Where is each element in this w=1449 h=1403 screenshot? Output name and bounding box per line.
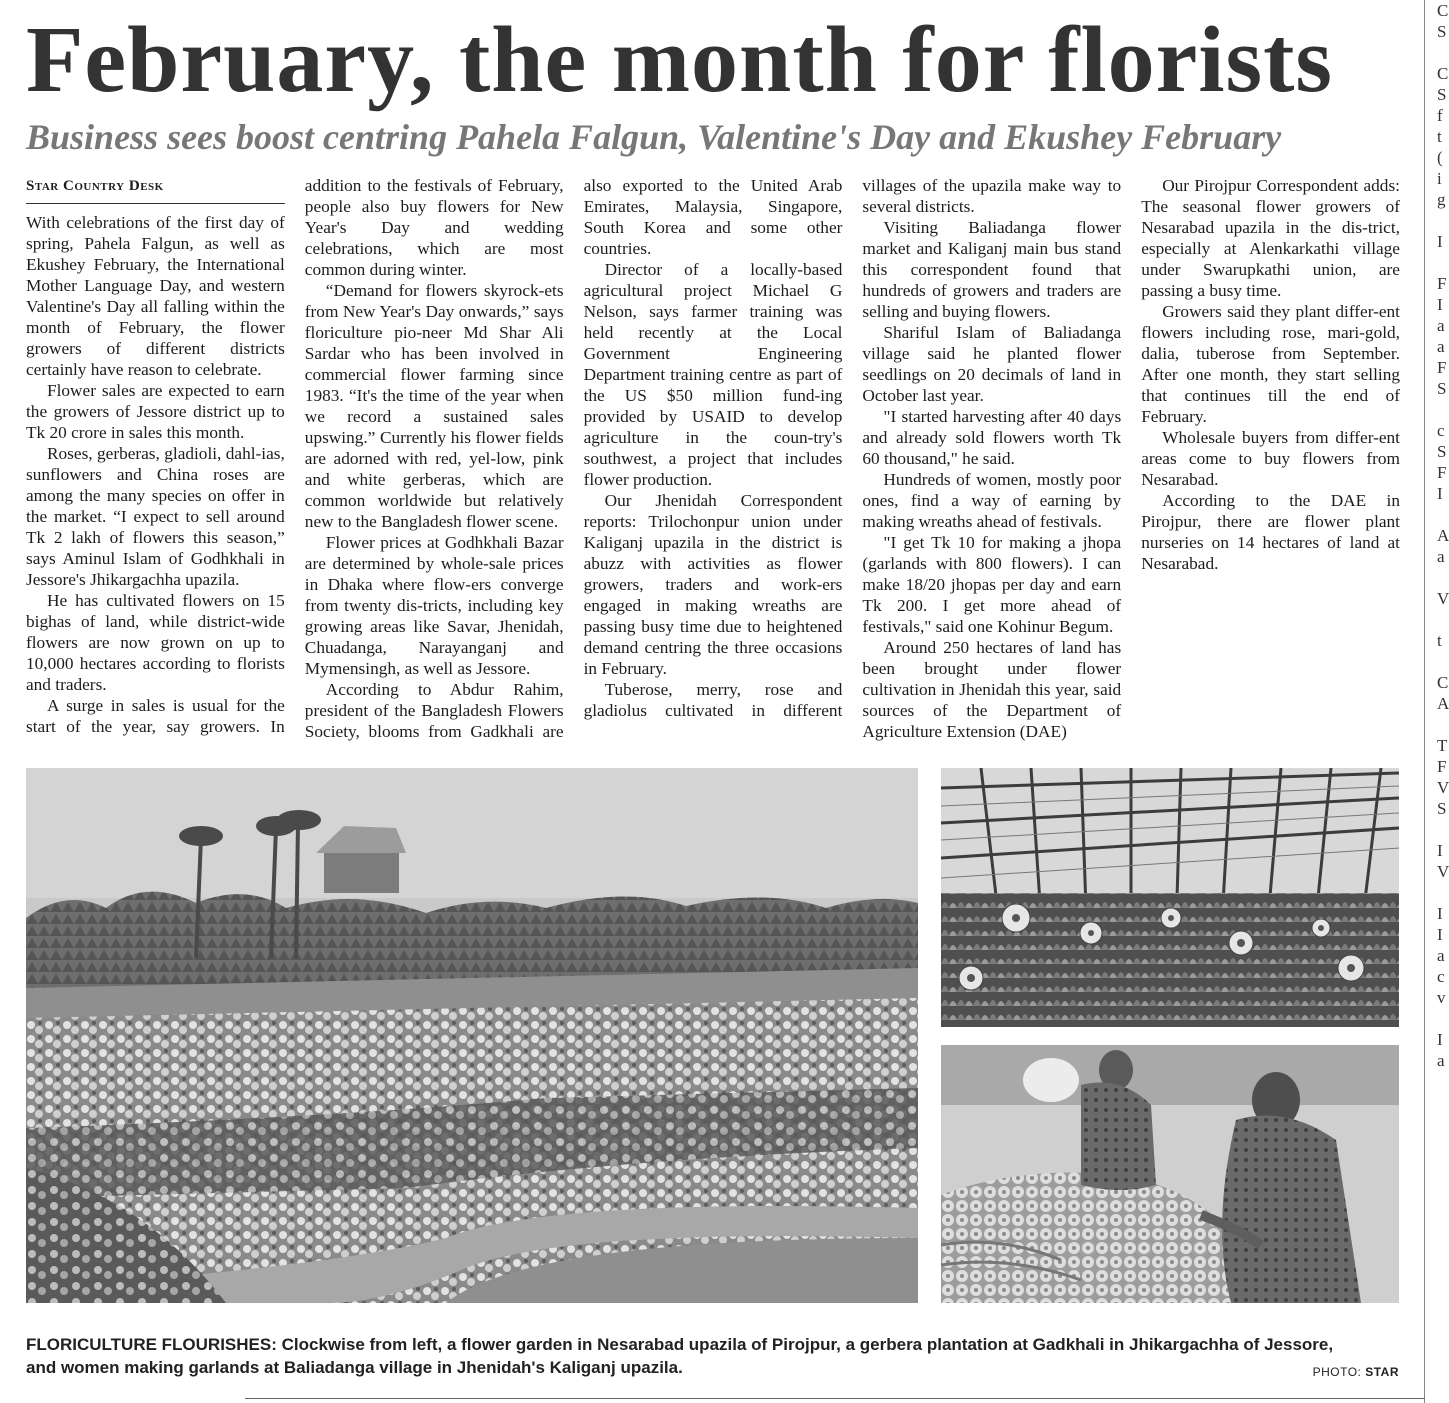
- edge-fragment: [1437, 399, 1444, 420]
- edge-fragment: [1437, 651, 1444, 672]
- article-paragraph: Director of a locally-based agricultural project Michael G Nelson, says farmer training was held recently at the Local Government Engineering Department training centre as part of the US $50 million fund-ing provided by USAID to develop agriculture in the coun-try's southwest, a project that includes flower production.: [583, 260, 843, 489]
- edge-fragment: A: [1437, 694, 1449, 713]
- edge-fragment: [1437, 210, 1444, 231]
- edge-fragment: [1437, 504, 1444, 525]
- edge-fragment: V: [1437, 862, 1449, 881]
- edge-fragment: F: [1437, 274, 1447, 293]
- article-paragraph: Shariful Islam of Baliadanga village said he planted flower seedlings on 20 decimals of land in October last year.: [862, 323, 1122, 405]
- edge-fragment: v: [1437, 988, 1446, 1007]
- article-paragraph: Tuberose, merry, rose and gladiolus cultivated in different villages of the upazila make way to several districts.: [583, 176, 1122, 720]
- edge-fragment: c: [1437, 421, 1445, 440]
- edge-fragment: A: [1437, 526, 1449, 545]
- edge-fragment: t: [1437, 631, 1442, 650]
- edge-fragment: a: [1437, 316, 1445, 335]
- caption-lead: FLORICULTURE FLOURISHES:: [26, 1335, 277, 1354]
- edge-fragment: I: [1437, 904, 1443, 923]
- article-paragraph: According to Abdur Rahim, president of the Bangladesh Flowers Society, blooms from Gadkhali are also exported to the United Arab Emirates, Malaysia, Singapore, South Korea and some other countries.: [304, 176, 843, 741]
- edge-fragment: (: [1437, 148, 1443, 167]
- edge-fragment: F: [1437, 757, 1447, 776]
- photo-credit: [1300, 1365, 1399, 1379]
- bottom-rule: [245, 1398, 1425, 1399]
- article-paragraph: “Demand for flowers skyrock-ets from New Year's Day onwards,” says floriculture pio-neer Md Shar Ali Sardar who has been involved in commercial flower farming since 1983. “It's the time of the year when we record a sustained sales upswing.” Currently his flower fields are adorned with red, yel-low, pink and white gerberas, which are common worldwide but relatively new to the Bangladesh flower scene.: [304, 281, 564, 531]
- edge-fragment: [1437, 609, 1444, 630]
- article-paragraph: Roses, gerberas, gladioli, dahl-ias, sunflowers and China roses are among the many species on offer in the market. “I expect to sell around Tk 2 lakh of flowers this season,” says Aminul Islam of Godhkhali in Jessore's Jhikargachha upazila.: [26, 444, 285, 589]
- edge-fragment: [1437, 567, 1444, 588]
- edge-fragment: [1437, 882, 1444, 903]
- headline: February, the month for florists: [26, 8, 1333, 112]
- caption-text: Clockwise from left, a flower garden in Nesarabad upazila of Pirojpur, a gerbera plantation at Gadkhali in Jhikargachha of Jessore, and women making garlands at Baliadanga village in Jhenidah's Kaliganj upazila.: [26, 1335, 1334, 1377]
- article-paragraph: Our Jhenidah Correspondent reports: Trilochonpur union under Kaliganj upazila in the district is abuzz with activities as flower growers, traders and work-ers engaged in making wreaths are passing busy time due to heightened demand centring the three occasions in February.: [583, 491, 843, 678]
- edge-fragment: F: [1437, 358, 1447, 377]
- edge-fragment: [1437, 252, 1444, 273]
- edge-fragment: [1437, 819, 1444, 840]
- edge-fragment: I: [1437, 295, 1443, 314]
- edge-fragment: a: [1437, 946, 1445, 965]
- credit-source: STAR: [1365, 1365, 1399, 1379]
- edge-fragment: F: [1437, 463, 1447, 482]
- gerbera-plantation-photo: [941, 768, 1399, 1027]
- article-paragraph: "I started harvesting after 40 days and already sold flowers worth Tk 60 thousand," he said.: [862, 407, 1122, 468]
- flower-garden-photo: [26, 768, 918, 1303]
- edge-fragment: S: [1437, 379, 1447, 398]
- edge-fragment: C: [1437, 673, 1449, 692]
- edge-fragment: [1437, 714, 1444, 735]
- edge-fragment: T: [1437, 736, 1448, 755]
- article-paragraph: Wholesale buyers from differ-ent areas come to buy flowers from Nesarabad.: [1141, 428, 1400, 489]
- edge-fragment: V: [1437, 778, 1449, 797]
- edge-fragment: V: [1437, 589, 1449, 608]
- edge-fragment: g: [1437, 190, 1446, 209]
- edge-fragment: c: [1437, 967, 1445, 986]
- edge-fragment: i: [1437, 169, 1442, 188]
- edge-fragment: a: [1437, 337, 1445, 356]
- edge-fragment: C: [1437, 64, 1449, 83]
- edge-fragment: [1437, 1008, 1444, 1029]
- article-paragraph: "I get Tk 10 for making a jhopa (garlands with 800 flowers). I can make 18/20 jhopas per day and earn Tk 200. I get more ahead of festivals," said one Kohinur Begum.: [862, 533, 1122, 636]
- edge-fragment: I: [1437, 925, 1443, 944]
- adjacent-page-edge: [1424, 0, 1449, 1403]
- article-paragraph: Growers said they plant differ-ent flowers including rose, mari-gold, dalia, tuberose from September. After one month, they start selling that continues till the end of February.: [1141, 302, 1400, 426]
- edge-fragment: S: [1437, 799, 1447, 818]
- edge-fragment: f: [1437, 106, 1443, 125]
- article-paragraph: Flower sales are expected to earn the growers of Jessore district up to Tk 20 crore in sales this month.: [26, 381, 285, 442]
- edge-fragment: a: [1437, 1051, 1445, 1070]
- edge-fragment: S: [1437, 22, 1447, 41]
- article-paragraph: Visiting Baliadanga flower market and Kaliganj main bus stand this correspondent found that hundreds of growers and traders are selling and buying flowers.: [862, 218, 1122, 321]
- edge-fragment: S: [1437, 85, 1447, 104]
- credit-prefix: PHOTO:: [1312, 1365, 1366, 1379]
- edge-fragment: C: [1437, 1, 1449, 20]
- article-paragraph: Around 250 hectares of land has been brought under flower cultivation in Jhenidah this year, said sources of the Department of Agriculture Extension (DAE): [862, 638, 1122, 741]
- garland-makers-photo: [941, 1045, 1399, 1303]
- edge-fragment: I: [1437, 841, 1443, 860]
- byline: Star Country Desk: [26, 175, 285, 204]
- article-body: [26, 175, 1400, 745]
- subheadline: Business sees boost centring Pahela Falgun, Valentine's Day and Ekushey February: [26, 117, 1282, 157]
- article-paragraph: With celebrations of the first day of spring, Pahela Falgun, as well as Ekushey February, the International Mother Language Day, and western Valentine's Day all falling within the month of February, the flower growers of different districts certainly have reason to celebrate.: [26, 213, 285, 379]
- edge-fragment: I: [1437, 232, 1443, 251]
- photo-caption: [26, 1333, 1366, 1379]
- edge-fragment: I: [1437, 1030, 1443, 1049]
- article-paragraph: Hundreds of women, mostly poor ones, find a way of earning by making wreaths ahead of festivals.: [862, 470, 1122, 531]
- edge-fragment: [1437, 42, 1444, 63]
- edge-fragment: I: [1437, 484, 1443, 503]
- article-paragraph: Flower prices at Godhkhali Bazar are determined by whole-sale prices in Dhaka where flow-ers converge from twenty dis-tricts, including key growing areas like Savar, Jhenidah, Chuadanga, Narayanganj and Mymensingh, as well as Jessore.: [304, 533, 564, 678]
- edge-fragment: a: [1437, 547, 1445, 566]
- article-paragraph: He has cultivated flowers on 15 bighas of land, while district-wide flowers are now grown on up to 10,000 hectares according to florists and traders.: [26, 591, 285, 694]
- edge-fragment: S: [1437, 442, 1447, 461]
- article-paragraph: A surge in sales is usual for the start of the year, say growers. In addition to the festivals of February, people also buy flowers for New Year's Day and wedding celebrations, which are most common during winter.: [26, 176, 564, 736]
- edge-fragment: t: [1437, 127, 1442, 146]
- article-paragraph: Our Pirojpur Correspondent adds: The seasonal flower growers of Nesarabad upazila in the dis-trict, especially at Alenkarkathi village under Swarupkathi union, are passing a busy time.: [1141, 176, 1400, 300]
- article-paragraph: According to the DAE in Pirojpur, there are flower plant nurseries on 14 hectares of land at Nesarabad.: [1141, 491, 1400, 573]
